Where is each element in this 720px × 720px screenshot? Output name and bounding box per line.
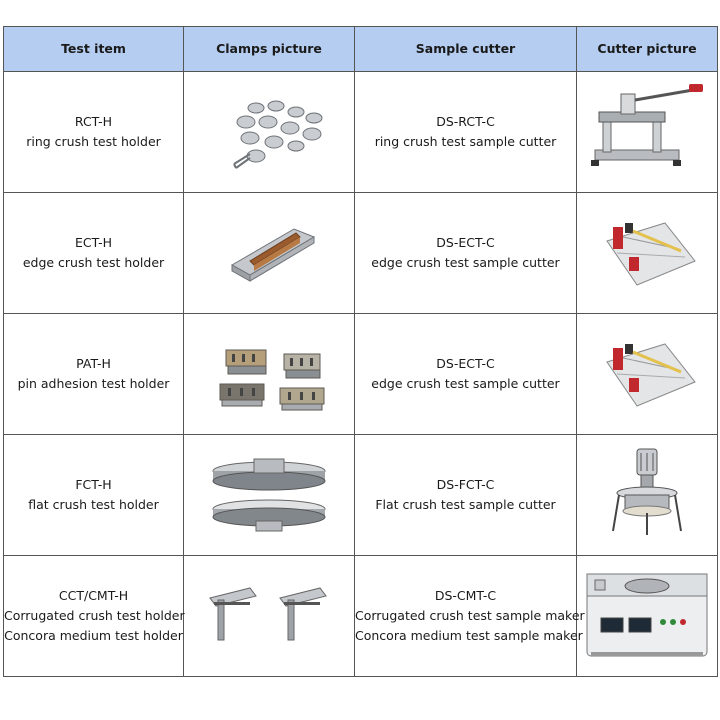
table-row (4, 556, 718, 677)
clamps-picture-cell (184, 193, 355, 314)
item-code: FCT-H (75, 477, 112, 492)
table-row (4, 435, 718, 556)
cutter-picture-cell (577, 314, 718, 435)
cutter-picture-cell (577, 435, 718, 556)
item-code: PAT-H (76, 356, 111, 371)
edge-crush-cutter-image (577, 314, 717, 434)
flat-crush-holder-image (184, 435, 354, 555)
cutter-picture-cell (577, 72, 718, 193)
flat-crush-cutter-image (577, 435, 717, 555)
clamps-picture-cell (184, 314, 355, 435)
ring-crush-holder-image (184, 72, 354, 192)
clamps-picture-cell (184, 435, 355, 556)
item-code: CCT/CMT-H (58, 588, 129, 603)
spec-table (3, 26, 718, 677)
cutter-name: Corrugated crush test sample maker (355, 608, 585, 623)
item-name: flat crush test holder (28, 497, 159, 512)
table-row (4, 193, 718, 314)
cutter-name: Flat crush test sample cutter (375, 497, 556, 512)
cutter-code: DS-FCT-C (436, 477, 495, 492)
edge-crush-holder-image (184, 193, 354, 313)
item-name: ring crush test holder (26, 134, 161, 149)
sample-cutter-cell (355, 435, 577, 556)
cutter-picture-cell (577, 193, 718, 314)
test-item-cell (4, 556, 184, 677)
cutter-name-secondary: Concora medium test sample maker (355, 628, 583, 643)
cutter-code: DS-ECT-C (436, 235, 495, 250)
sample-cutter-cell (355, 314, 577, 435)
test-item-cell (4, 193, 184, 314)
pin-adhesion-holder-image (184, 314, 354, 434)
cutter-code: DS-CMT-C (434, 588, 497, 603)
header-row (4, 27, 718, 72)
table-row (4, 314, 718, 435)
test-item-cell (4, 314, 184, 435)
clamps-picture-cell (184, 556, 355, 677)
header-clamps-picture: Clamps picture (184, 27, 355, 72)
cutter-name: ring crush test sample cutter (374, 134, 557, 149)
sample-cutter-cell (355, 556, 585, 677)
item-name: edge crush test holder (22, 255, 165, 270)
test-item-cell (4, 435, 184, 556)
corrugated-crush-holder-image (184, 556, 354, 676)
item-name: Corrugated crush test holder (4, 608, 185, 623)
sample-cutter-cell (355, 72, 577, 193)
cutter-code: DS-RCT-C (436, 114, 495, 129)
header-test-item: Test item (4, 27, 184, 72)
item-name-secondary: Concora medium test holder (4, 628, 183, 643)
ring-crush-cutter-image (577, 72, 717, 192)
corrugated-sample-maker-image (577, 556, 717, 676)
cutter-name: edge crush test sample cutter (371, 255, 560, 270)
header-cutter-picture: Cutter picture (577, 27, 718, 72)
sample-cutter-cell (355, 193, 577, 314)
table-row (4, 72, 718, 193)
header-sample-cutter: Sample cutter (355, 27, 577, 72)
cutter-picture-cell (577, 556, 718, 677)
item-name: pin adhesion test holder (17, 376, 170, 391)
item-code: ECT-H (74, 235, 113, 250)
item-code: RCT-H (74, 114, 113, 129)
cutter-name: edge crush test sample cutter (371, 376, 560, 391)
clamps-picture-cell (184, 72, 355, 193)
cutter-code: DS-ECT-C (436, 356, 495, 371)
edge-crush-cutter-image (577, 193, 717, 313)
test-item-cell (4, 72, 184, 193)
